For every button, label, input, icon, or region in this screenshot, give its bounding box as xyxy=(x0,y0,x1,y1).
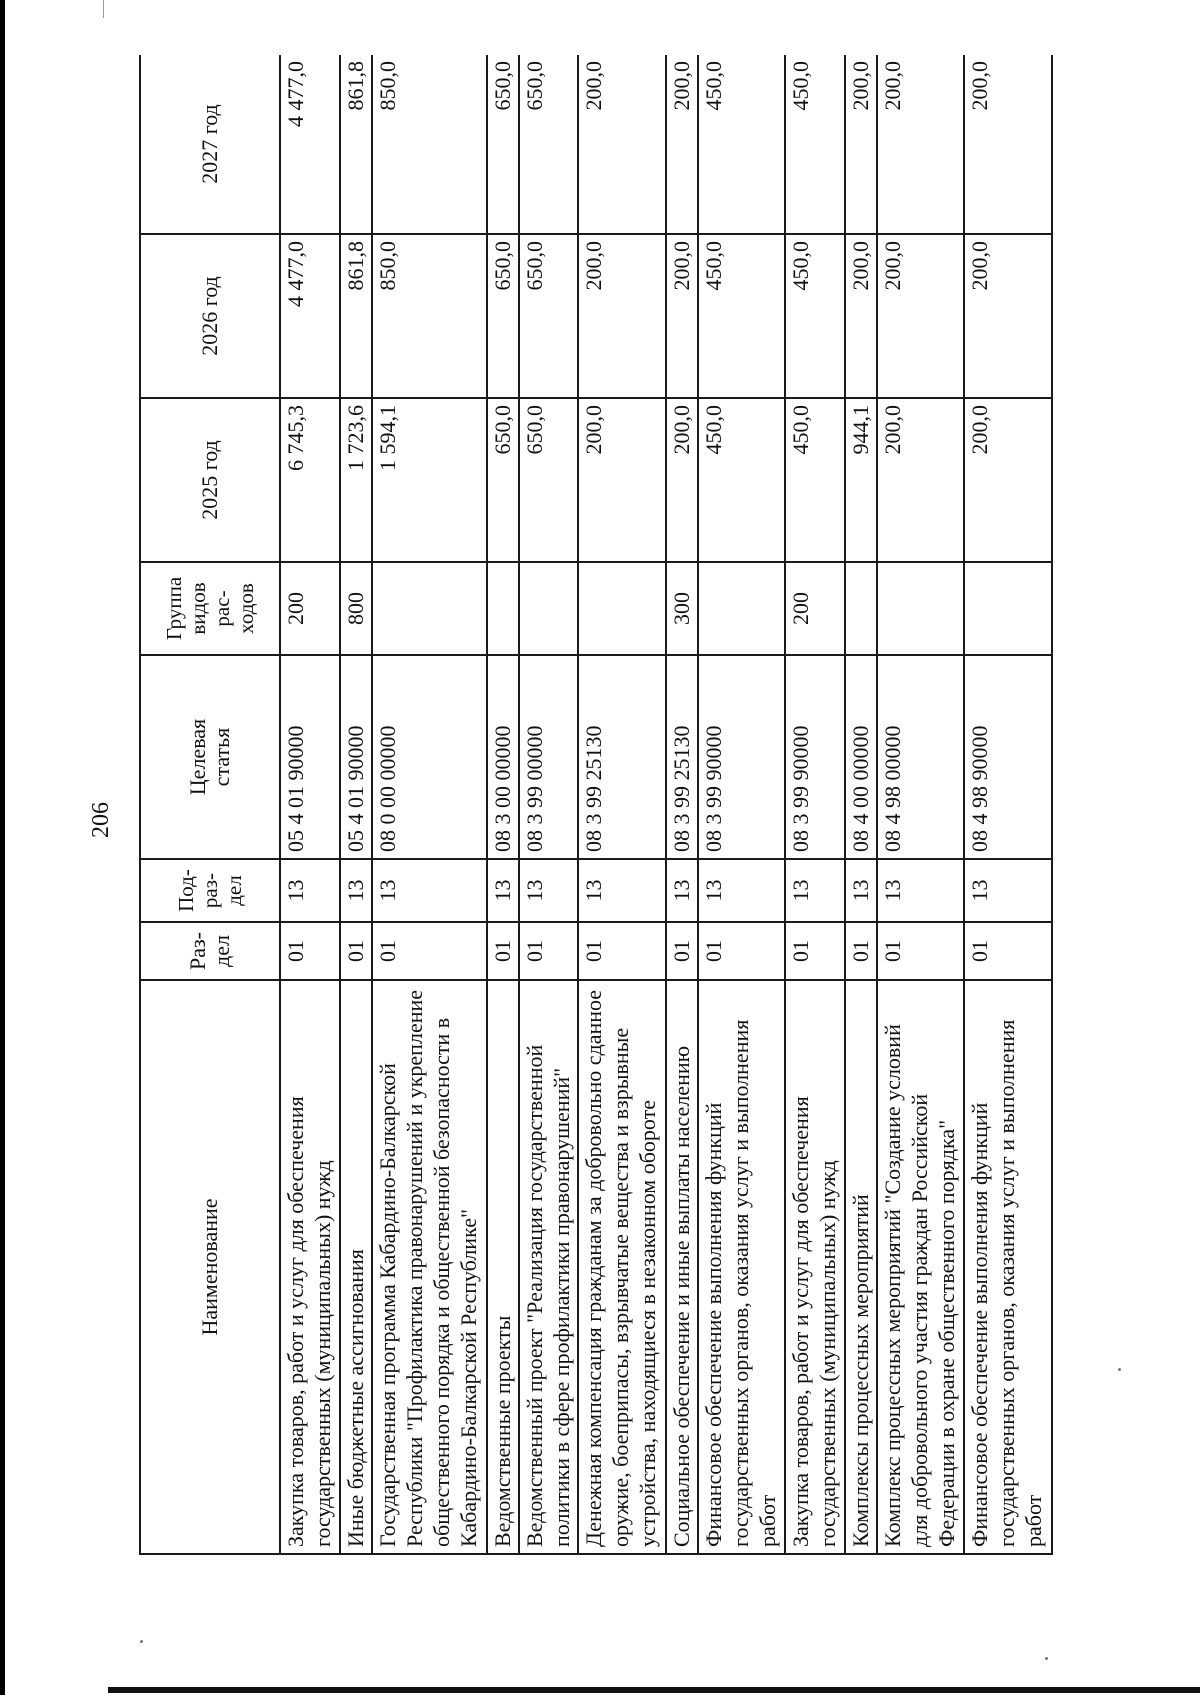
row-target: 08 3 00 00000 xyxy=(487,655,519,859)
row-2026: 650,0 xyxy=(487,234,519,398)
row-target: 08 4 98 90000 xyxy=(964,655,1052,859)
row-name: Финансовое обеспечение выполнения функций государственных органов, оказания услуг и выполнения работ xyxy=(698,980,785,1554)
row-2027: 450,0 xyxy=(698,55,785,234)
row-target: 08 0 00 00000 xyxy=(372,655,487,859)
row-2026: 200,0 xyxy=(666,234,698,398)
header-expense-group-text: Группа видов рас- ходов xyxy=(162,576,258,641)
header-name: Наименование xyxy=(140,980,280,1554)
table-row xyxy=(372,55,487,1554)
row-target: 08 3 99 25130 xyxy=(578,655,665,859)
header-target-article xyxy=(140,655,280,859)
row-subsection: 13 xyxy=(578,859,665,922)
row-2026: 200,0 xyxy=(845,234,877,398)
row-subsection: 13 xyxy=(340,859,372,922)
row-2027: 850,0 xyxy=(372,55,487,234)
table-row xyxy=(964,55,1052,1554)
row-2026: 200,0 xyxy=(877,234,964,398)
row-target: 08 4 00 00000 xyxy=(845,655,877,859)
row-group xyxy=(372,562,487,655)
table-row xyxy=(845,55,877,1554)
row-2027: 650,0 xyxy=(519,55,579,234)
row-subsection: 13 xyxy=(487,859,519,922)
row-2026: 200,0 xyxy=(964,234,1052,398)
row-target: 08 3 99 90000 xyxy=(698,655,785,859)
row-target: 08 3 99 00000 xyxy=(519,655,579,859)
header-2027: 2027 год xyxy=(140,55,280,234)
budget-table xyxy=(139,55,1053,1555)
row-section: 01 xyxy=(519,922,579,980)
row-name: Финансовое обеспечение выполнения функций государственных органов, оказания услуг и выполнения работ xyxy=(964,980,1052,1554)
header-section-text: Раз- дел xyxy=(185,931,234,971)
row-section: 01 xyxy=(845,922,877,980)
row-section: 01 xyxy=(487,922,519,980)
row-2026: 850,0 xyxy=(372,234,487,398)
row-2025: 450,0 xyxy=(698,398,785,562)
bottom-scan-rule xyxy=(108,1687,1200,1693)
table-row xyxy=(666,55,698,1554)
row-name: Государственная программа Кабардино-Балкарской Республики "Профилактика правонарушений и укрепление общественного порядка и общественной безопасности в Кабардино-Балкарской Республике" xyxy=(372,980,487,1554)
row-2026: 450,0 xyxy=(785,234,845,398)
row-subsection: 13 xyxy=(698,859,785,922)
row-2026: 650,0 xyxy=(519,234,579,398)
row-subsection: 13 xyxy=(877,859,964,922)
row-section: 01 xyxy=(785,922,845,980)
row-subsection: 13 xyxy=(372,859,487,922)
row-2027: 4 477,0 xyxy=(280,55,340,234)
row-2027: 200,0 xyxy=(877,55,964,234)
table-row xyxy=(578,55,665,1554)
table-row xyxy=(785,55,845,1554)
rotated-budget-table-wrapper xyxy=(139,55,1053,1555)
left-scan-margin-line xyxy=(0,0,5,1695)
row-section: 01 xyxy=(372,922,487,980)
row-name: Закупка товаров, работ и услуг для обеспечения государственных (муниципальных) нужд xyxy=(785,980,845,1554)
row-name: Ведомственный проект "Реализация государственной политики в сфере профилактики правонарушений" xyxy=(519,980,579,1554)
table-row xyxy=(487,55,519,1554)
row-subsection: 13 xyxy=(280,859,340,922)
row-subsection: 13 xyxy=(666,859,698,922)
scan-dot xyxy=(140,1640,143,1643)
row-subsection: 13 xyxy=(845,859,877,922)
row-group: 800 xyxy=(340,562,372,655)
row-2025: 650,0 xyxy=(519,398,579,562)
table-row xyxy=(698,55,785,1554)
header-2025: 2025 год xyxy=(140,398,280,562)
row-2027: 650,0 xyxy=(487,55,519,234)
row-2026: 4 477,0 xyxy=(280,234,340,398)
row-group xyxy=(698,562,785,655)
table-row xyxy=(877,55,964,1554)
header-subsection-text: Под- раз- дел xyxy=(174,869,246,912)
row-section: 01 xyxy=(964,922,1052,980)
row-name: Ведомственные проекты xyxy=(487,980,519,1554)
row-2027: 450,0 xyxy=(785,55,845,234)
row-target: 08 4 98 00000 xyxy=(877,655,964,859)
row-name: Комплексы процессных мероприятий xyxy=(845,980,877,1554)
row-target: 05 4 01 90000 xyxy=(280,655,340,859)
row-2025: 650,0 xyxy=(487,398,519,562)
row-2027: 861,8 xyxy=(340,55,372,234)
row-target: 08 3 99 25130 xyxy=(666,655,698,859)
row-section: 01 xyxy=(340,922,372,980)
row-2025: 6 745,3 xyxy=(280,398,340,562)
row-group xyxy=(487,562,519,655)
table-row xyxy=(519,55,579,1554)
row-name: Комплекс процессных мероприятий "Создание условий для добровольного участия граждан Российской Федерации в охране общественного порядка" xyxy=(877,980,964,1554)
row-name: Иные бюджетные ассигнования xyxy=(340,980,372,1554)
row-group: 200 xyxy=(280,562,340,655)
row-2025: 200,0 xyxy=(964,398,1052,562)
row-subsection: 13 xyxy=(519,859,579,922)
header-expense-group xyxy=(140,562,280,655)
table-row xyxy=(340,55,372,1554)
row-2025: 944,1 xyxy=(845,398,877,562)
row-subsection: 13 xyxy=(785,859,845,922)
scan-dot xyxy=(1118,1368,1121,1371)
row-section: 01 xyxy=(698,922,785,980)
row-2027: 200,0 xyxy=(964,55,1052,234)
row-group xyxy=(578,562,665,655)
row-2025: 1 594,1 xyxy=(372,398,487,562)
row-2025: 200,0 xyxy=(877,398,964,562)
row-group: 300 xyxy=(666,562,698,655)
table-row xyxy=(280,55,340,1554)
row-subsection: 13 xyxy=(964,859,1052,922)
row-2025: 200,0 xyxy=(578,398,665,562)
header-section xyxy=(140,922,280,980)
row-group xyxy=(845,562,877,655)
row-2026: 861,8 xyxy=(340,234,372,398)
page-number: 206 xyxy=(88,802,114,838)
rotated-table-area xyxy=(139,55,1053,1555)
row-name: Денежная компенсация гражданам за добровольно сданное оружие, боеприпасы, взрывчатые вещества и взрывные устройства, находящиеся в незаконном обороте xyxy=(578,980,665,1554)
row-group xyxy=(519,562,579,655)
row-target: 08 3 99 90000 xyxy=(785,655,845,859)
row-section: 01 xyxy=(877,922,964,980)
table-header-row xyxy=(140,55,280,1554)
row-2026: 450,0 xyxy=(698,234,785,398)
row-section: 01 xyxy=(280,922,340,980)
row-target: 05 4 01 90000 xyxy=(340,655,372,859)
top-scan-rule xyxy=(103,0,104,18)
row-name: Социальное обеспечение и иные выплаты населению xyxy=(666,980,698,1554)
row-2027: 200,0 xyxy=(666,55,698,234)
row-group xyxy=(964,562,1052,655)
row-2026: 200,0 xyxy=(578,234,665,398)
row-2025: 450,0 xyxy=(785,398,845,562)
row-group: 200 xyxy=(785,562,845,655)
row-2025: 200,0 xyxy=(666,398,698,562)
header-2026: 2026 год xyxy=(140,234,280,398)
row-2025: 1 723,6 xyxy=(340,398,372,562)
row-section: 01 xyxy=(578,922,665,980)
row-section: 01 xyxy=(666,922,698,980)
row-name: Закупка товаров, работ и услуг для обеспечения государственных (муниципальных) нужд xyxy=(280,980,340,1554)
header-subsection xyxy=(140,859,280,922)
row-group xyxy=(877,562,964,655)
scan-dot xyxy=(1045,1657,1048,1660)
row-2027: 200,0 xyxy=(578,55,665,234)
row-2027: 200,0 xyxy=(845,55,877,234)
header-target-article-text: Целевая статья xyxy=(185,718,234,796)
